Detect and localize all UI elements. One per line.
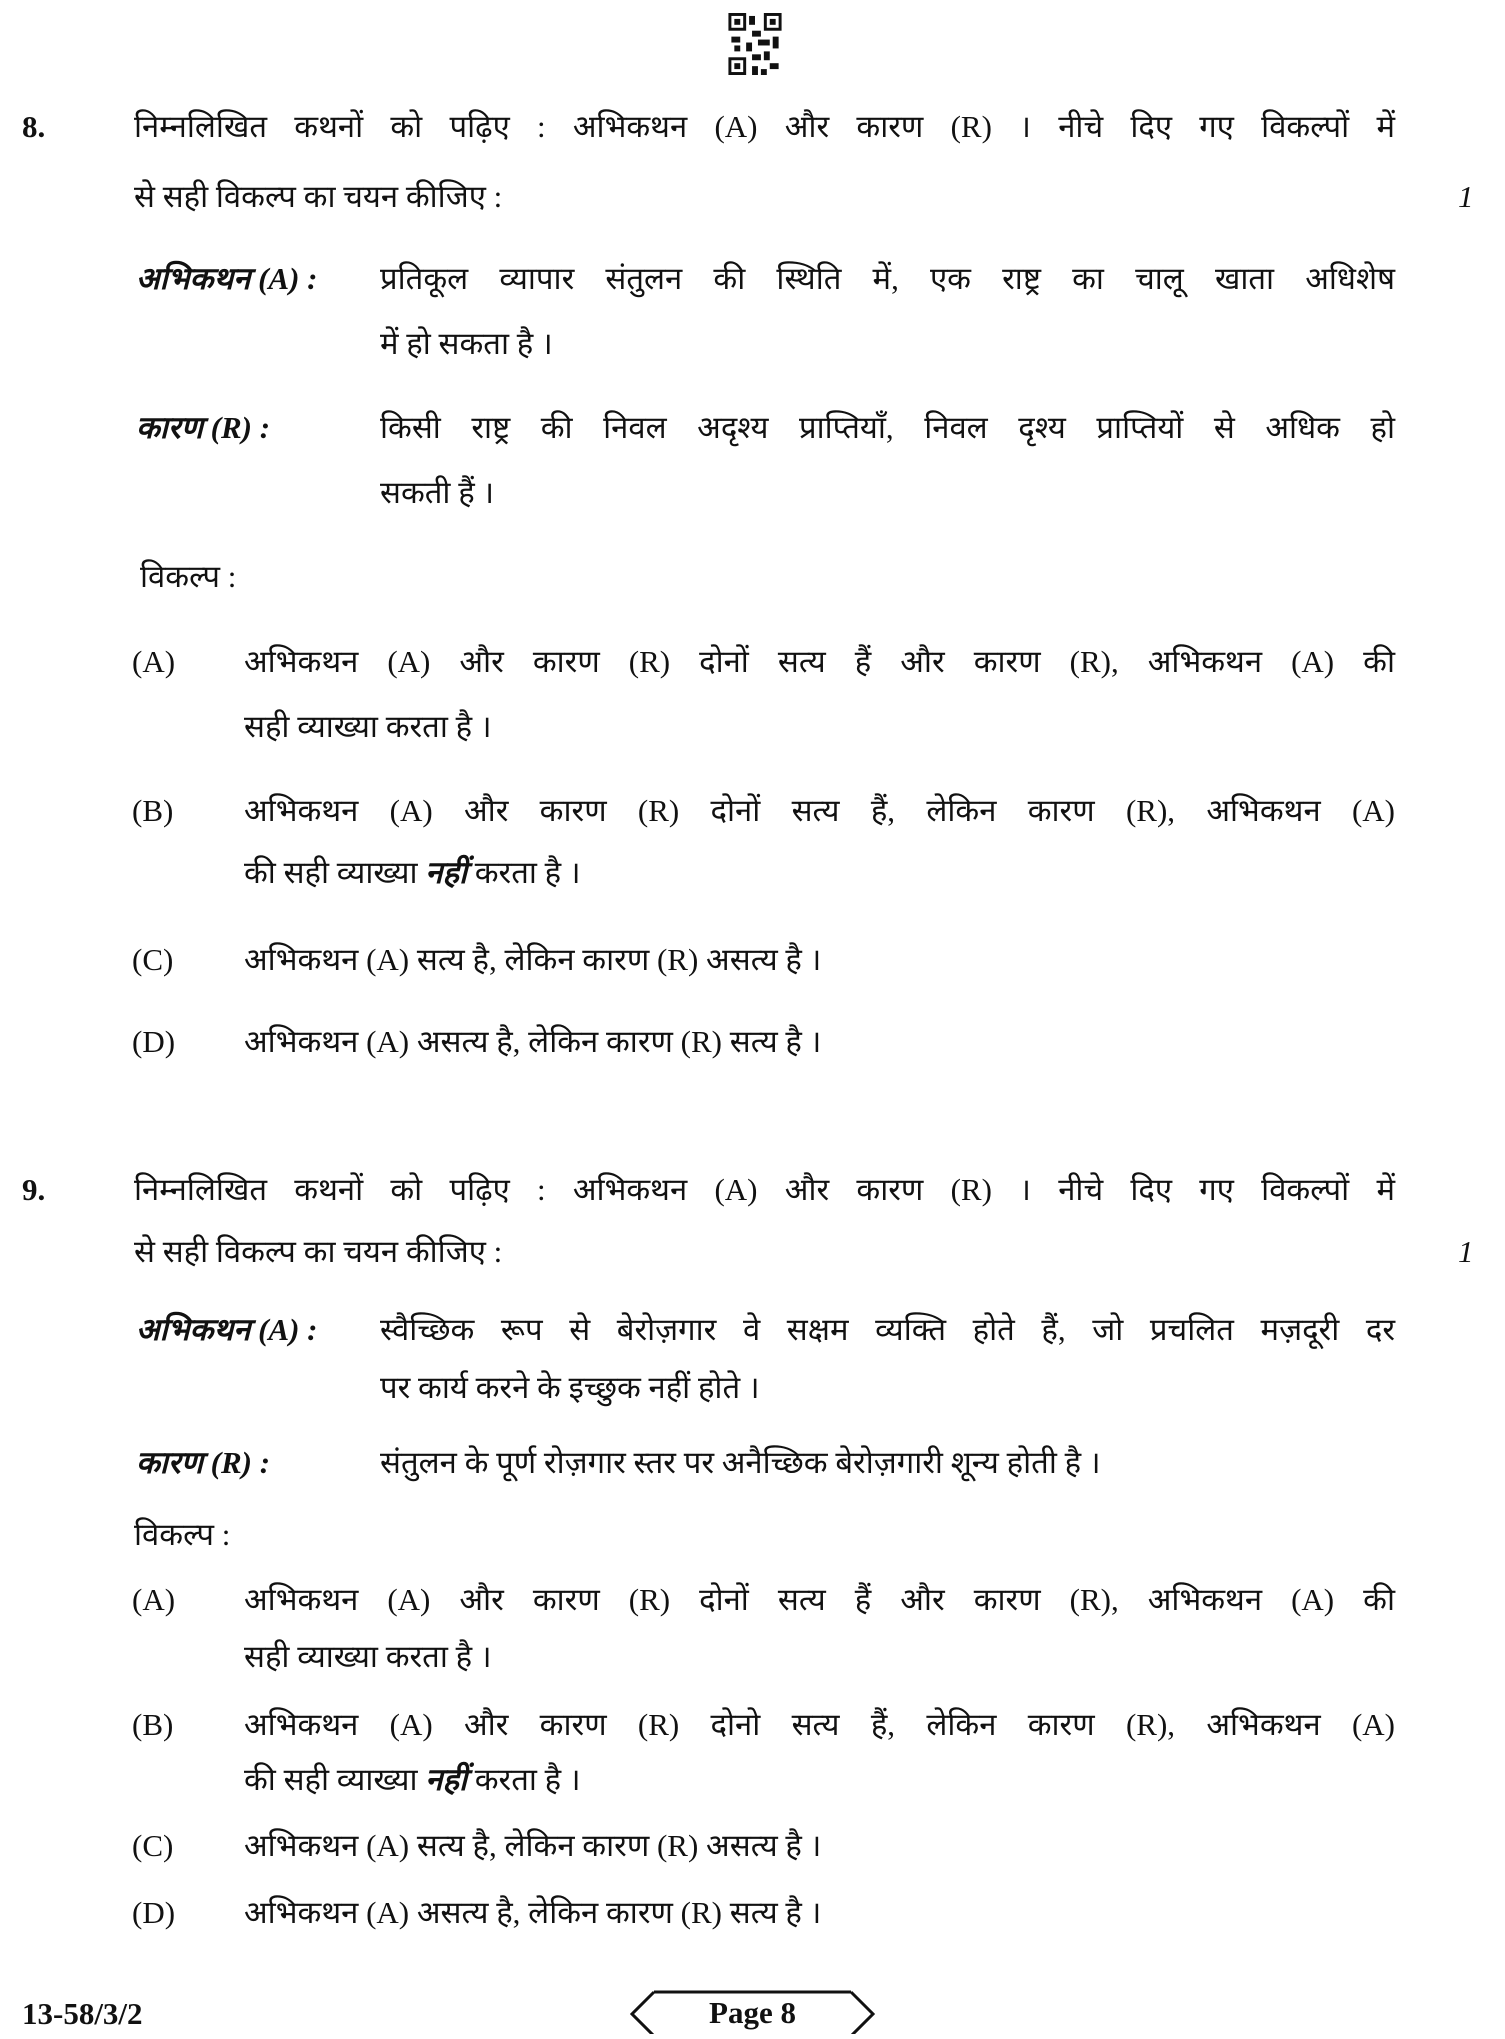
option-text-part: करता है । (474, 855, 581, 890)
option-label: (D) (132, 1024, 176, 1059)
option-text: अभिकथन (A) और कारण (R) दोनों सत्य हैं और कारण (R), अभिकथन (A) की (244, 644, 1395, 679)
reason-text: सकती हैं । (380, 475, 495, 510)
option-label: (C) (132, 942, 174, 977)
assertion-text: पर कार्य करने के इच्छुक नहीं होते । (380, 1370, 760, 1405)
question-stem-line: से सही विकल्प का चयन कीजिए : (134, 179, 503, 214)
reason-text: किसी राष्ट्र की निवल अदृश्य प्राप्तियाँ, निवल दृश्य प्राप्तियों से अधिक हो (380, 410, 1395, 445)
option-label: (A) (132, 644, 176, 679)
marks: 1 (1458, 179, 1474, 214)
assertion-label: अभिकथन (A) : (136, 261, 318, 296)
assertion-text: में हो सकता है । (380, 326, 553, 361)
question-number: 8. (22, 109, 46, 144)
option-text: अभिकथन (A) और कारण (R) दोनो सत्य हैं, लेकिन कारण (R), अभिकथन (A) (244, 1707, 1395, 1742)
qr-code-icon (728, 13, 782, 75)
option-text: अभिकथन (A) असत्य है, लेकिन कारण (R) सत्य है । (244, 1024, 822, 1059)
reason-label: कारण (R) : (136, 1445, 271, 1480)
option-text: सही व्याख्या करता है । (244, 1639, 492, 1674)
emphasis-word: नहीं (425, 855, 467, 890)
option-text: अभिकथन (A) सत्य है, लेकिन कारण (R) असत्य है । (244, 942, 822, 977)
options-heading: विकल्प : (140, 559, 237, 594)
question-stem-line: से सही विकल्प का चयन कीजिए : (134, 1234, 503, 1269)
question-stem-line: निम्नलिखित कथनों को पढ़िए : अभिकथन (A) और कारण (R) । नीचे दिए गए विकल्पों में (134, 1172, 1395, 1207)
question-stem-line: निम्नलिखित कथनों को पढ़िए : अभिकथन (A) और कारण (R) । नीचे दिए गए विकल्पों में (134, 109, 1395, 144)
options-heading: विकल्प : (134, 1517, 231, 1552)
question-number: 9. (22, 1172, 46, 1207)
assertion-text: स्वैच्छिक रूप से बेरोज़गार वे सक्षम व्यक्ति होते हैं, जो प्रचलित मज़दूरी दर (380, 1312, 1395, 1347)
paper-code: 13-58/3/2 (22, 1996, 143, 2031)
emphasis-word: नहीं (425, 1762, 467, 1797)
marks: 1 (1458, 1234, 1474, 1269)
option-label: (D) (132, 1895, 176, 1930)
option-text: सही व्याख्या करता है । (244, 709, 492, 744)
option-text (244, 1758, 1395, 1802)
option-text: अभिकथन (A) असत्य है, लेकिन कारण (R) सत्य है । (244, 1895, 822, 1930)
option-text: अभिकथन (A) और कारण (R) दोनों सत्य हैं और कारण (R), अभिकथन (A) की (244, 1582, 1395, 1617)
option-text: अभिकथन (A) और कारण (R) दोनों सत्य हैं, लेकिन कारण (R), अभिकथन (A) (244, 793, 1395, 828)
assertion-text: प्रतिकूल व्यापार संतुलन की स्थिति में, एक राष्ट्र का चालू खाता अधिशेष (380, 261, 1395, 296)
reason-text: संतुलन के पूर्ण रोज़गार स्तर पर अनैच्छिक बेरोज़गारी शून्य होती है । (380, 1445, 1101, 1480)
option-text-part: की सही व्याख्या (244, 855, 418, 890)
option-text-part: करता है । (474, 1762, 581, 1797)
option-text: अभिकथन (A) सत्य है, लेकिन कारण (R) असत्य है । (244, 1828, 822, 1863)
option-label: (B) (132, 793, 174, 828)
option-label: (C) (132, 1828, 174, 1863)
option-text (244, 851, 1395, 895)
reason-label: कारण (R) : (136, 410, 271, 445)
assertion-label: अभिकथन (A) : (136, 1312, 318, 1347)
option-text-part: की सही व्याख्या (244, 1762, 418, 1797)
page-number: Page 8 (709, 1995, 796, 2030)
page-number-badge (630, 1990, 875, 2034)
option-label: (B) (132, 1707, 174, 1742)
option-label: (A) (132, 1582, 176, 1617)
